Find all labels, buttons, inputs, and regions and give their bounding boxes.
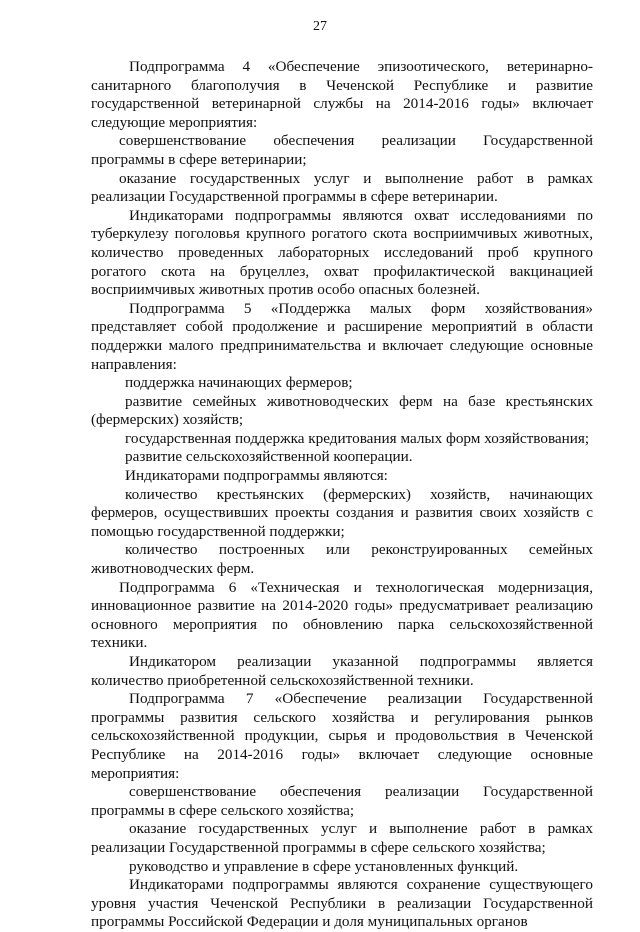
list-item-farm-count: количество крестьянских (фермерских) хозяйств, начинающих фермеров, осуществивших проекты создания и развития своих хозяйств с помощью государственной поддержки;	[91, 485, 593, 540]
paragraph-subprogram-4-indicators: Индикаторами подпрограммы являются охват исследованиями по туберкулезу поголовья крупного рогатого скота восприимчивых животных, количество проведенных лабораторных исследований проб крупного рогатого скота на бруцеллез, охват профилактической вакцинацией восприимчивых животных против особо опасных болезней.	[91, 206, 593, 299]
list-item-cooperation: развитие сельскохозяйственной кооперации.	[125, 448, 413, 466]
list-item-credit-support: государственная поддержка кредитования малых форм хозяйствования;	[125, 429, 590, 447]
list-item-management: руководство и управление в сфере установленных функций.	[129, 857, 519, 875]
paragraph-subprogram-6: Подпрограмма 6 «Техническая и технологическая модернизация, инновационное развитие на 2014-2020 годы» предусматривает реализацию основного мероприятия по обновлению парка сельскохозяйственной техники.	[91, 578, 593, 652]
paragraph-subprogram-5-indicators: Индикаторами подпрограммы являются:	[125, 467, 388, 485]
list-item-vet-improvement: совершенствование обеспечения реализации Государственной программы в сфере ветеринарии;	[91, 132, 593, 168]
paragraph-subprogram-4: Подпрограмма 4 «Обеспечение эпизоотического, ветеринарно-санитарного благополучия в Чеченской Республике и развитие государственной ветеринарной службы на 2014-2016 годы» включает следующие мероприятия:	[91, 58, 593, 131]
list-item-family-farms: развитие семейных животноводческих ферм на базе крестьянских (фермерских) хозяйств;	[91, 392, 593, 429]
paragraph-subprogram-6-indicator: Индикатором реализации указанной подпрограммы является количество приобретенной сельскохозяйственной техники.	[91, 653, 593, 689]
paragraph-subprogram-7: Подпрограмма 7 «Обеспечение реализации Государственной программы развития сельского хозяйства и регулирования рынков сельскохозяйственной продукции, сырья и продовольствия в Чеченской Республике на 2014-2016 годы» включает следующие основные мероприятия:	[91, 690, 593, 782]
list-item-agri-services: оказание государственных услуг и выполнение работ в рамках реализации Государственной программы в сфере сельского хозяйства;	[91, 820, 593, 856]
list-item-built-farms: количество построенных или реконструированных семейных животноводческих ферм.	[91, 541, 593, 578]
paragraph-subprogram-5: Подпрограмма 5 «Поддержка малых форм хозяйствования» представляет собой продолжение и расширение мероприятий в области поддержки малого предпринимательства и включает следующие основные направления:	[91, 299, 593, 373]
paragraph-subprogram-7-indicators: Индикаторами подпрограммы являются сохранение существующего уровня участия Чеченской Республики в реализации Государственной программы Российской Федерации и доля муниципальных органов	[91, 876, 593, 931]
list-item-vet-services: оказание государственных услуг и выполнение работ в рамках реализации Государственной программы в сфере ветеринарии.	[91, 169, 593, 206]
page-number: 27	[313, 19, 327, 34]
list-item-agri-improvement: совершенствование обеспечения реализации Государственной программы в сфере сельского хозяйства;	[91, 783, 593, 819]
document-body	[91, 58, 593, 932]
list-item-beginning-farmers: поддержка начинающих фермеров;	[125, 374, 353, 392]
